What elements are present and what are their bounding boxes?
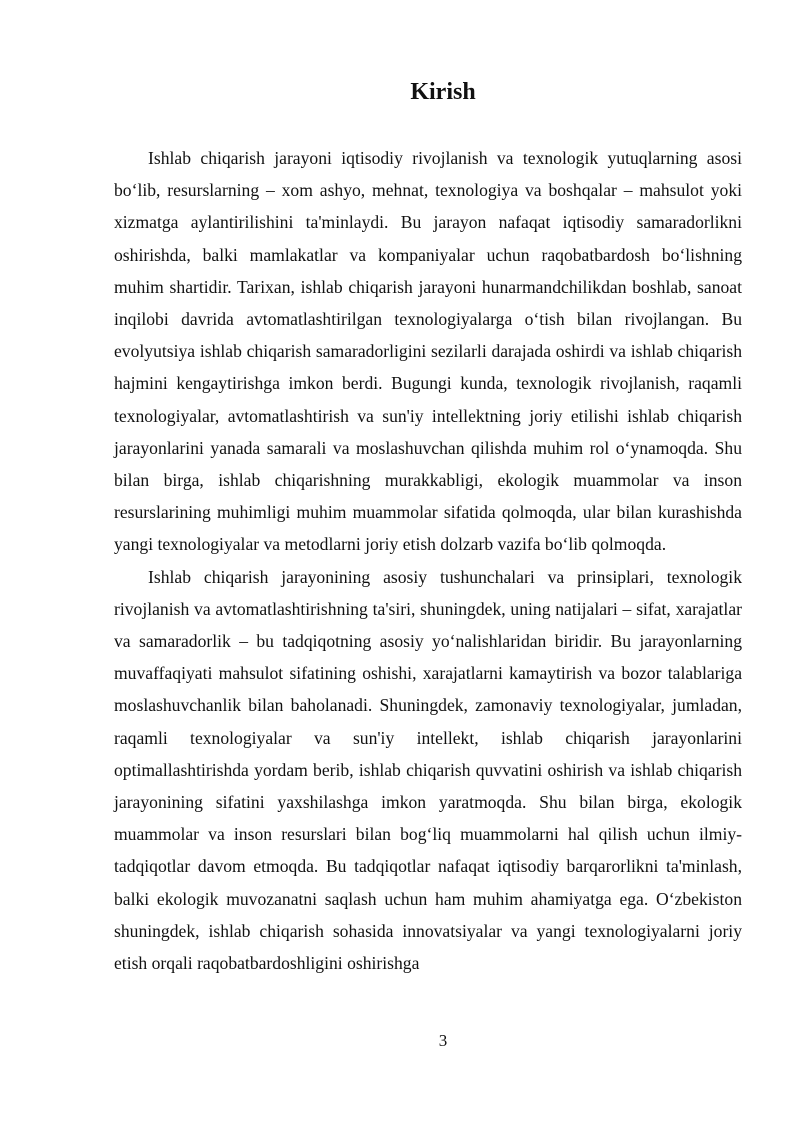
body-text	[114, 142, 742, 979]
paragraph-1: Ishlab chiqarish jarayoni iqtisodiy rivojlanish va texnologik yutuqlarning asosi bo‘lib, resurslarning – xom ashyo, mehnat, texnologiya va boshqalar – mahsulot yoki xizmatga aylantirilishini ta'minlaydi. Bu jarayon nafaqat iqtisodiy samaradorlikni oshirishda, balki mamlakatlar va kompaniyalar uchun raqobatbardosh bo‘lishning muhim shartidir. Tarixan, ishlab chiqarish jarayoni hunarmandchilikdan boshlab, sanoat inqilobi davrida avtomatlashtirilgan texnologiyalarga o‘tish bilan rivojlangan. Bu evolyutsiya ishlab chiqarish samaradorligini sezilarli darajada oshirdi va ishlab chiqarish hajmini kengaytirishga imkon berdi. Bugungi kunda, texnologik rivojlanish, raqamli texnologiyalar, avtomatlashtirish va sun'iy intellektning joriy etilishi ishlab chiqarish jarayonlarini yanada samarali va moslashuvchan qilishda muhim rol o‘ynamoqda. Shu bilan birga, ishlab chiqarishning murakkabligi, ekologik muammolar va inson resurslarining muhimligi muhim muammolar sifatida qolmoqda, ular bilan kurashishda yangi texnologiyalar va metodlarni joriy etish dolzarb vazifa bo‘lib qolmoqda.	[114, 148, 742, 555]
paragraph-2: Ishlab chiqarish jarayonining asosiy tushunchalari va prinsiplari, texnologik rivojlanish va avtomatlashtirishning ta'siri, shuningdek, uning natijalari – sifat, xarajatlar va samaradorlik – bu tadqiqotning asosiy yo‘nalishlaridan biridir. Bu jarayonlarning muvaffaqiyati mahsulot sifatining oshishi, xarajatlarni kamaytirish va bozor talablariga moslashuvchanlik bilan baholanadi. Shuningdek, zamonaviy texnologiyalar, jumladan, raqamli texnologiyalar va sun'iy intellekt, ishlab chiqarish jarayonlarini optimallashtirishda yordam berib, ishlab chiqarish quvvatini oshirish va ishlab chiqarish jarayonining sifatini yaxshilashga imkon yaratmoqda. Shu bilan birga, ekologik muammolar va inson resurslari bilan bog‘liq muammolarni hal qilish uchun ilmiy-tadqiqotlar davom etmoqda. Bu tadqiqotlar nafaqat iqtisodiy barqarorlikni ta'minlash, balki ekologik muvozanatni saqlash uchun ham muhim ahamiyatga ega. O‘zbekiston shuningdek, ishlab chiqarish sohasida innovatsiyalar va yangi texnologiyalarni joriy etish orqali raqobatbardoshligini oshirishga	[114, 566, 742, 974]
page-number: 3	[438, 1031, 448, 1050]
page-title: Kirish	[410, 79, 476, 105]
